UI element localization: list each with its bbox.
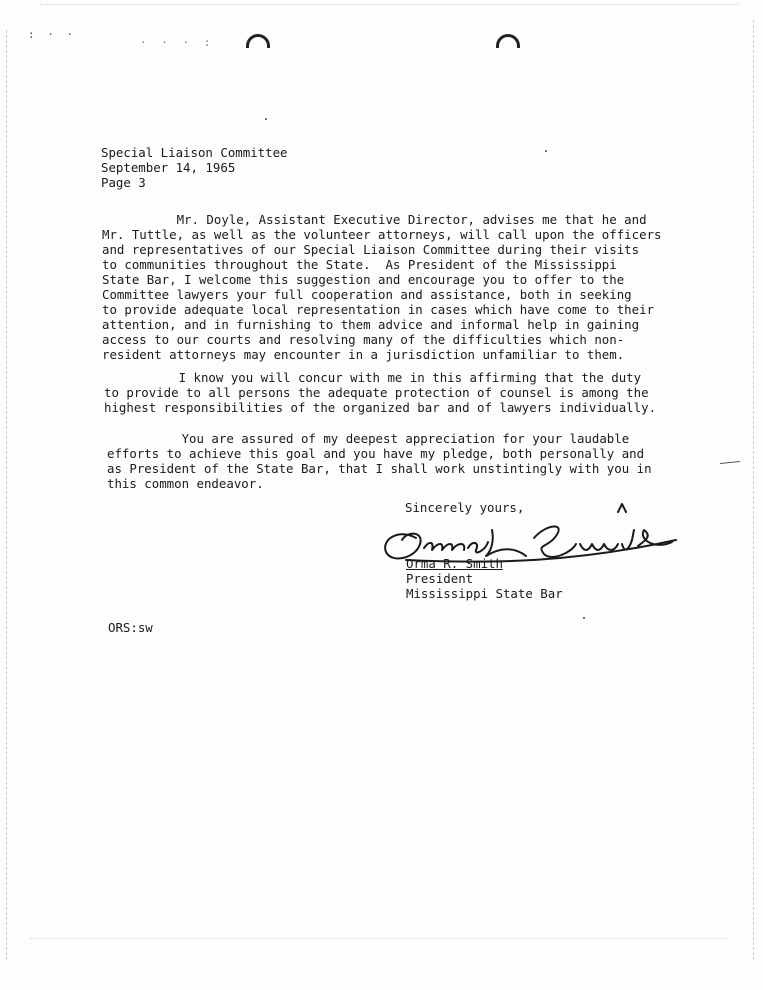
scan-specks: · · · :	[140, 36, 215, 49]
scan-edge-left	[6, 30, 8, 960]
scan-edge-top	[40, 4, 740, 6]
heading-recipient: Special Liaison Committee	[101, 145, 288, 160]
paragraph-line: highest responsibilities of the organized bar and of lawyers individually.	[104, 400, 657, 415]
punch-hole-mark	[246, 34, 270, 48]
paragraph-line: Committee lawyers your full cooperation and assistance, both in seeking	[102, 287, 632, 302]
signer-title: President	[406, 571, 474, 586]
paragraph-line: Mr. Doyle, Assistant Executive Director, advises me that he and	[102, 212, 647, 227]
paragraph-line: Mr. Tuttle, as well as the volunteer attorneys, will call upon the officers	[102, 227, 662, 242]
paragraph-line: attention, and in furnishing to them advice and informal help in gaining	[102, 317, 640, 332]
letter-heading	[101, 145, 288, 190]
punch-hole-mark	[496, 34, 520, 48]
paragraph-line: access to our courts and resolving many of the difficulties which non-	[102, 332, 625, 347]
body-paragraph	[102, 212, 662, 362]
body-paragraph	[104, 370, 656, 415]
reference-initials: ORS:sw	[108, 620, 153, 635]
paragraph-line: as President of the State Bar, that I shall work unstintingly with you in	[107, 461, 652, 476]
body-paragraph	[107, 431, 652, 491]
heading-page-number: Page 3	[101, 175, 146, 190]
heading-date: September 14, 1965	[101, 160, 236, 175]
paragraph-line: You are assured of my deepest appreciation for your laudable	[107, 431, 630, 446]
scan-speck	[265, 118, 267, 120]
scan-specks: : · ·	[28, 28, 77, 41]
paragraph-line: State Bar, I welcome this suggestion and encourage you to offer to the	[102, 272, 625, 287]
scan-speck	[545, 150, 547, 152]
paragraph-line: and representatives of our Special Liaison Committee during their visits	[102, 242, 640, 257]
paragraph-line: this common endeavor.	[107, 476, 264, 491]
signature-block	[406, 556, 563, 601]
scan-edge-right	[753, 20, 755, 960]
signer-organization: Mississippi State Bar	[406, 586, 563, 601]
signer-name: Orma R. Smith	[406, 556, 503, 571]
paragraph-line: to communities throughout the State. As President of the Mississippi	[102, 257, 617, 272]
complimentary-close: Sincerely yours,	[405, 500, 525, 515]
stray-pen-mark	[720, 461, 740, 464]
paragraph-line: to provide adequate local representation in cases which have come to their	[102, 302, 655, 317]
paragraph-line: to provide to all persons the adequate protection of counsel is among the	[104, 385, 649, 400]
scan-edge-bottom	[30, 938, 730, 940]
paragraph-line: I know you will concur with me in this affirming that the duty	[104, 370, 642, 385]
scan-speck	[583, 617, 585, 619]
paragraph-line: resident attorneys may encounter in a jurisdiction unfamiliar to them.	[102, 347, 625, 362]
paragraph-line: efforts to achieve this goal and you have my pledge, both personally and	[107, 446, 645, 461]
